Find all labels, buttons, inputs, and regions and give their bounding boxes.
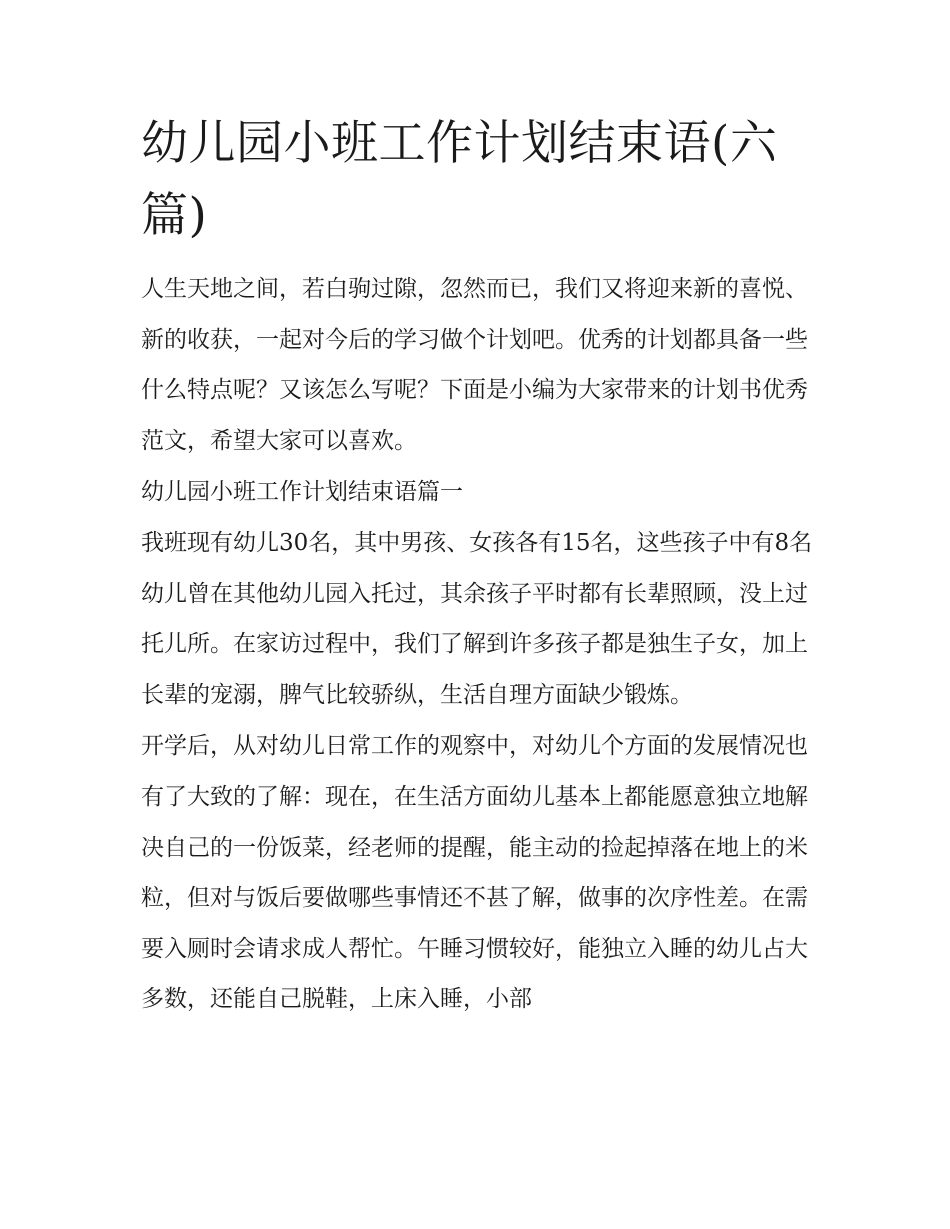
document-title: 幼儿园小班工作计划结束语(六篇) (141, 116, 778, 243)
document-body (141, 108, 813, 1026)
section-heading: 幼儿园小班工作计划结束语篇一 (141, 479, 463, 506)
body-paragraph-1: 我班现有幼儿30名，其中男孩、女孩各有15名，这些孩子中有8名幼儿曾在其他幼儿园入托过，其余孩子平时都有长辈照顾，没上过托儿所。在家访过程中，我们了解到许多孩子都是独生子女，加上长辈的宠溺，脾气比较骄纵，生活自理方面缺少锻炼。 (141, 529, 813, 708)
body-paragraph-2: 开学后，从对幼儿日常工作的观察中，对幼儿个方面的发展情况也有了大致的了解：现在，在生活方面幼儿基本上都能愿意独立地解决自己的一份饭菜，经老师的提醒，能主动的捡起掉落在地上的米粒，但对与饭后要做哪些事情还不甚了解，做事的次序性差。在需要入厕时会请求成人帮忙。午睡习惯较好，能独立入睡的幼儿占大多数，还能自己脱鞋，上床入睡，小部 (141, 733, 808, 1013)
intro-paragraph: 人生天地之间，若白驹过隙，忽然而已，我们又将迎来新的喜悦、新的收获，一起对今后的学习做个计划吧。优秀的计划都具备一些什么特点呢？又该怎么写呢？下面是小编为大家带来的计划书优秀范文，希望大家可以喜欢。 (141, 276, 808, 454)
